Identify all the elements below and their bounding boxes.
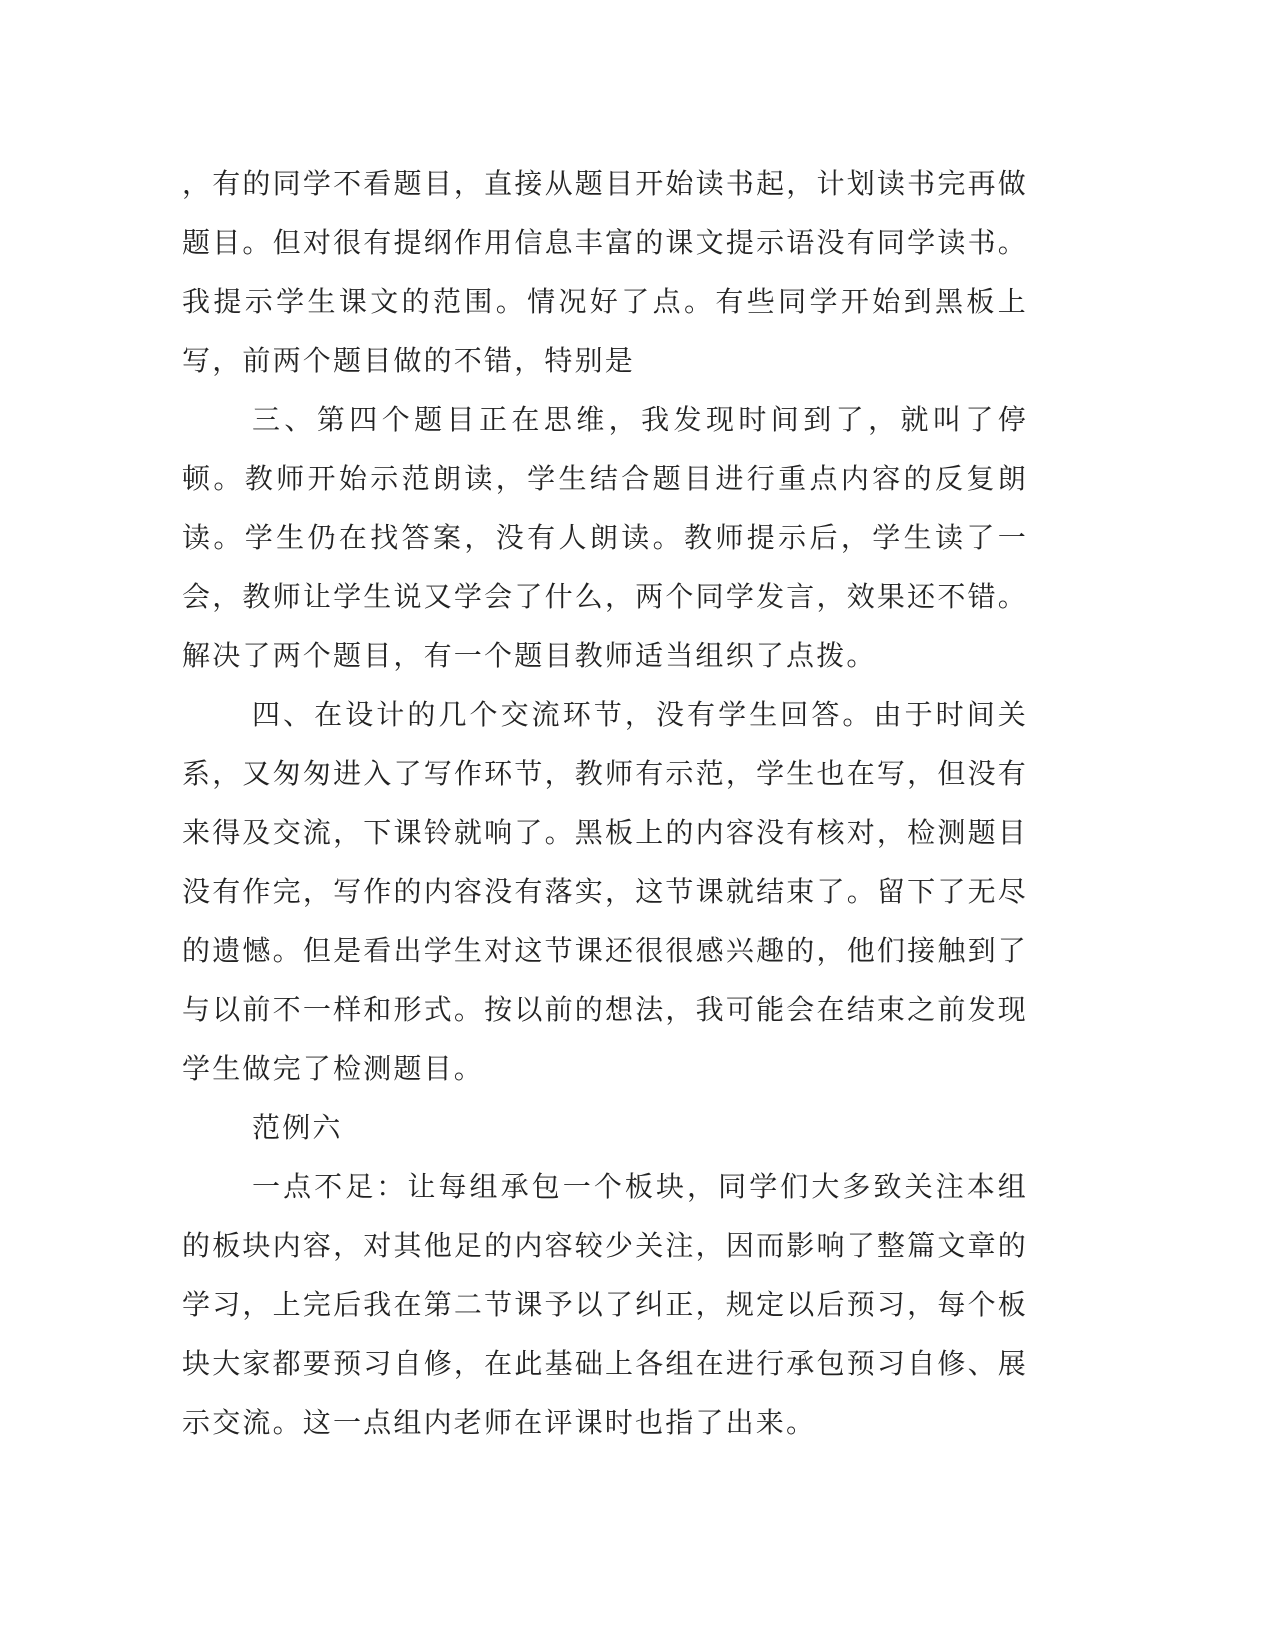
example-six-heading: 范例六 — [252, 1111, 343, 1144]
paragraph-shortcoming: 一点不足：让每组承包一个板块，同学们大多致关注本组的板块内容，对其他足的内容较少关注，因而影响了整篇文章的学习，上完后我在第二节课予以了纠正，规定以后预习，每个板块大家都要预习自修，在此基础上各组在进行承包预习自修、展示交流。这一点组内老师在评课时也指了出来。 — [182, 1170, 1028, 1439]
paragraph-section-four: 四、在设计的几个交流环节，没有学生回答。由于时间关系，又匆匆进入了写作环节，教师有示范，学生也在写，但没有来得及交流，下课铃就响了。黑板上的内容没有核对，检测题目没有作完，写作的内容没有落实，这节课就结束了。留下了无尽的遗憾。但是看出学生对这节课还很很感兴趣的，他们接触到了与以前不一样和形式。按以前的想法，我可能会在结束之前发现学生做完了检测题目。 — [182, 698, 1028, 1085]
paragraph-section-three: 三、第四个题目正在思维，我发现时间到了，就叫了停顿。教师开始示范朗读，学生结合题目进行重点内容的反复朗读。学生仍在找答案，没有人朗读。教师提示后，学生读了一会，教师让学生说又学会了什么，两个同学发言，效果还不错。解决了两个题目，有一个题目教师适当组织了点拨。 — [182, 403, 1028, 672]
document-body — [182, 154, 1028, 1452]
paragraph-continuation: ，有的同学不看题目，直接从题目开始读书起，计划读书完再做题目。但对很有提纲作用信息丰富的课文提示语没有同学读书。我提示学生课文的范围。情况好了点。有些同学开始到黑板上写，前两个题目做的不错，特别是 — [182, 167, 1028, 377]
